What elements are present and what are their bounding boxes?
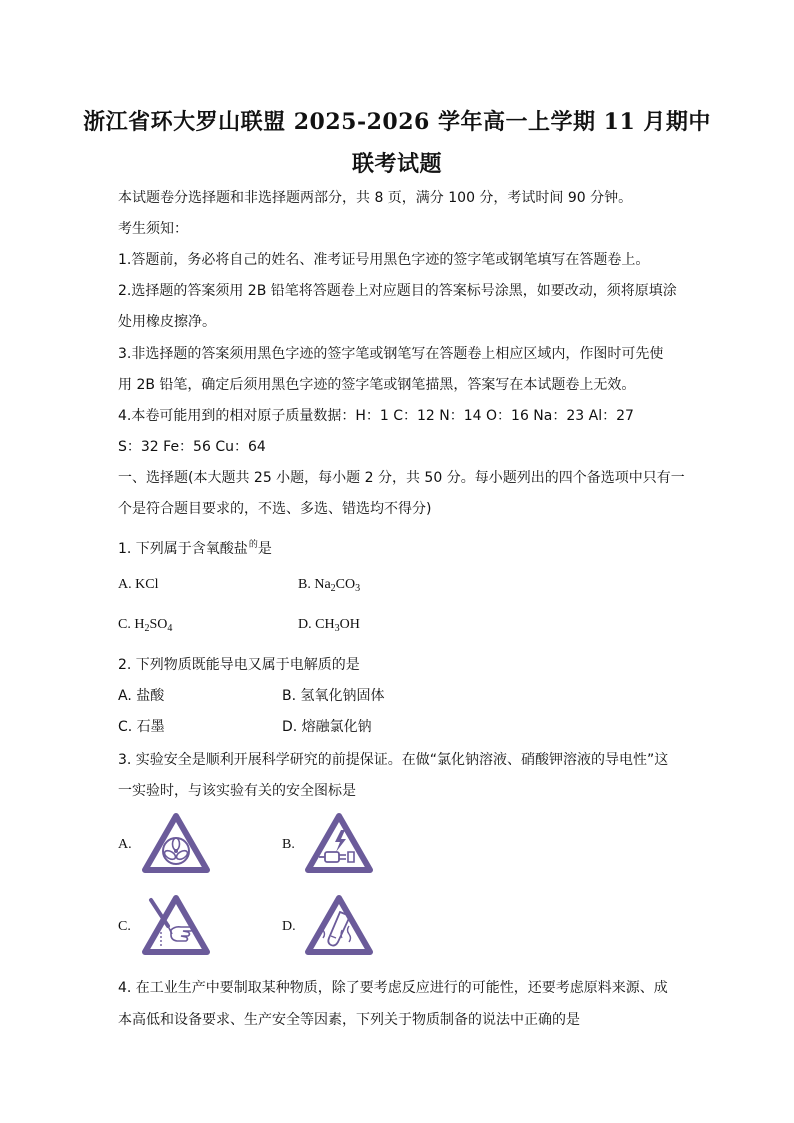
q2-option-c: C. 石墨 [118,719,165,735]
q4-stem-a: 4. 在工业生产中要制取某种物质，除了要考虑反应进行的可能性，还要考虑原料来源、成 [118,980,668,996]
q3-option-b-label: B. [282,837,295,852]
notice-rule-4b: S：32 Fe：56 Cu：64 [118,439,266,455]
q1-option-d-formula: $CH_3OH$ [315,617,360,634]
q1-option-a-formula: KCl [135,577,159,592]
q2-stem: 2. 下列物质既能导电又属于电解质的是 [118,657,360,673]
hot-tube-icon [304,894,374,956]
exam-title-line1: 浙江省环大罗山联盟 2025-2026 学年高一上学期 11 月期中 [83,109,711,135]
q2-option-b: B. 氢氧化钠固体 [282,688,385,704]
q1-stem-text: 1. 下列属于含氧酸盐 [118,541,248,557]
q1-stem [118,537,272,558]
notice-rule-2a: 2.选择题的答案须用 2B 铅笔将答题卷上对应题目的答案标号涂黑，如要改动，须将原填涂 [118,283,677,299]
q1-stem-mark: 的 [248,540,258,550]
notice-rule-3b: 用 2B 铅笔，确定后须用黑色字迹的签字笔或钢笔描黑，答案写在本试题卷上无效。 [118,377,636,393]
q3-stem-a: 3. 实验安全是顺利开展科学研究的前提保证。在做“氯化钠溶液、硝酸钾溶液的导电性”这 [118,752,669,768]
section1-heading-a: 一、选择题(本大题共 25 小题，每小题 2 分，共 50 分。每小题列出的四个备选项中只有一 [118,470,685,486]
q1-stem-end: 是 [257,541,272,557]
q1-option-b [298,577,360,594]
sharp-object-hand-icon [141,894,211,956]
electricity-plug-icon [304,812,374,874]
exam-title-line2: 联考试题 [351,151,442,177]
q3-option-d-label: D. [282,919,296,934]
q1-option-c-formula: $H_2SO_4$ [134,617,173,634]
q3-stem-b: 一实验时，与该实验有关的安全图标是 [118,783,356,799]
intro-summary: 本试题卷分选择题和非选择题两部分，共 8 页，满分 100 分，考试时间 90 分钟。 [118,190,633,206]
q2-option-a: A. 盐酸 [118,688,165,704]
q4-stem-b: 本高低和设备要求、生产安全等因素，下列关于物质制备的说法中正确的是 [118,1012,580,1028]
q1-option-c [118,617,172,634]
notice-rule-2b: 处用橡皮擦净。 [118,314,216,330]
q2-option-d: D. 熔融氯化钠 [282,719,372,735]
q3-option-a-label: A. [118,837,132,852]
q1-option-c-label: C. [118,617,135,632]
section1-heading-b: 个是符合题目要求的，不选、多选、错选均不得分) [118,501,432,517]
q1-option-a [118,577,158,593]
q1-option-b-label: B. [298,577,315,592]
notice-heading: 考生须知： [118,221,188,237]
notice-rule-4a: 4.本卷可能用到的相对原子质量数据：H：1 C：12 N：14 O：16 Na：23 Al：27 [118,408,634,424]
q3-option-c-label: C. [118,919,131,934]
ventilation-fan-icon [141,812,211,874]
q1-option-d [298,617,360,634]
q1-option-b-formula: $Na_2CO_3$ [314,577,361,594]
q1-option-d-label: D. [298,617,316,632]
notice-rule-1: 1.答题前，务必将自己的姓名、准考证号用黑色字迹的签字笔或钢笔填写在答题卷上。 [118,252,650,268]
notice-rule-3a: 3.非选择题的答案须用黑色字迹的签字笔或钢笔写在答题卷上相应区域内，作图时可先使 [118,346,664,362]
q1-option-a-label: A. [118,577,136,592]
